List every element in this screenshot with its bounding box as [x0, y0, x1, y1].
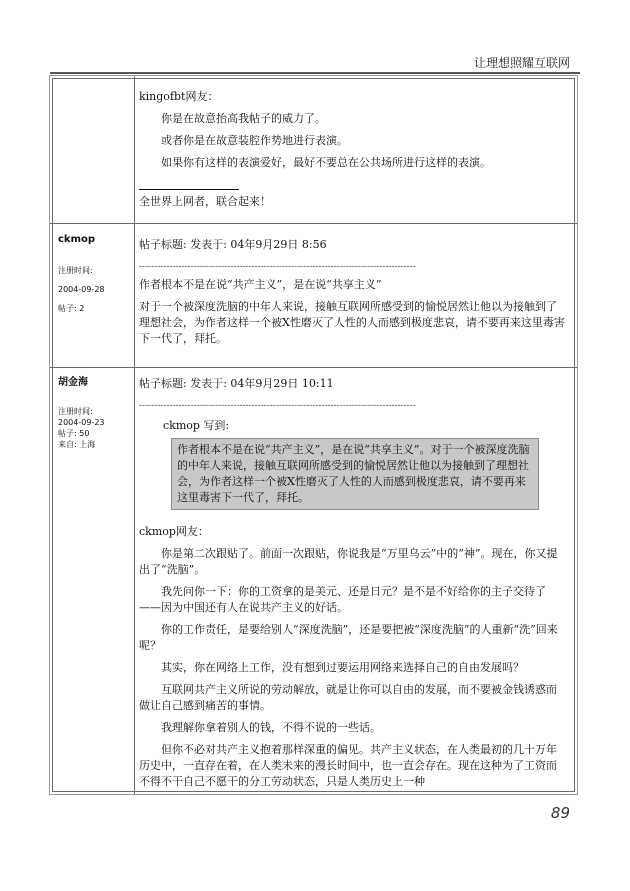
post-2-body: 对于一个被深度洗脑的中年人来说，接触互联网所感受到的愉悦居然让他以为接触到了理想社会，为作者这样一个被X性磨灭了人性的人而感到极度悲哀，请不要再来这里毒害下一代了，拜托。: [139, 300, 565, 345]
row-divider-1: [50, 223, 577, 224]
post-3-paragraph: 你是第二次跟贴了。前面一次跟贴，你说我是“万里乌云”中的“神”。现在，你又提出了“洗脑”。: [139, 547, 558, 576]
post-3-addressee: ckmop网友：: [139, 525, 209, 538]
post-1-line-3: 如果你有这样的表演爱好，最好不要总在公共场所进行这样的表演。: [161, 156, 491, 169]
post-3-content: [139, 376, 566, 790]
row-divider-2: [50, 367, 577, 368]
quote-block: 作者根本不是在说“共产主义”，是在说“共享主义”。对于一个被深度洗脑的中年人来说，接触互联网所感受到的愉悦居然让他以为接触到了理想社会，为作者这样一个被X性磨灭了人性的人而感到极度悲哀，请不要再来这里毒害下一代了，拜托。: [171, 438, 539, 510]
post-2-header: 帖子标题: 发表于: 04年9月29日 8:56: [139, 238, 327, 251]
post-2-reg-date: 2004-09-28: [58, 285, 105, 294]
post-3-username[interactable]: 胡金海: [58, 377, 88, 388]
column-divider: [134, 76, 135, 794]
post-2-author-info: [58, 233, 130, 314]
header-rule: [50, 72, 580, 74]
post-2-content: [139, 237, 566, 347]
post-1-content: [139, 89, 566, 210]
post-3-paragraph: 互联网共产主义所说的劳动解放，就是让你可以自由的发展，而不要被金钱诱惑而做让自己感到痛苦的事情。: [139, 683, 557, 712]
post-3-reg-date: 2004-09-23: [58, 418, 105, 427]
post-1-line-1: 你是在故意抬高我帖子的威力了。: [161, 112, 326, 125]
post-3-paragraph: 但你不必对共产主义抱着那样深重的偏见。共产主义状态，在人类最初的几十万年历史中，一直存在着，在人类未来的漫长时间中，也一直会存在。现在这种为了工资而不得不干自己不愿干的分工劳动状态，只是人类历史上一种: [139, 743, 557, 788]
post-3-post-count: 帖子: 50: [58, 429, 90, 438]
page-header-title: 让理想照耀互联网: [473, 56, 570, 70]
post-1-line-2: 或者你是在故意装腔作势地进行表演。: [161, 134, 348, 147]
signature-separator: [139, 189, 239, 190]
post-2-reg-label: 注册时间:: [58, 266, 93, 275]
post-2-post-count: 帖子: 2: [58, 304, 85, 313]
post-3-author-info: [58, 376, 130, 450]
post-3-divider: -------------------------------------------------------------------------------------------: [139, 401, 416, 411]
post-3-paragraph: 你的工作责任，是要给别人“深度洗脑”，还是要把被“深度洗脑”的人重新“洗”回来呢？: [139, 623, 558, 652]
post-2-username[interactable]: ckmop: [58, 234, 96, 245]
forum-table: [49, 75, 578, 795]
post-3-paragraph: 其实，你在网络上工作，没有想到过要运用网络来选择自己的自由发展吗？: [161, 661, 524, 674]
post-2-divider: -------------------------------------------------------------------------------------------: [139, 262, 416, 272]
post-3-location: 来自: 上海: [58, 440, 96, 449]
post-1-signature: 全世界上网者，联合起来！: [139, 195, 271, 208]
post-3-paragraph: 我理解你拿着别人的钱，不得不说的一些话。: [161, 721, 381, 734]
post-1-addressee: kingofbt网友：: [139, 90, 219, 103]
post-3-paragraph: 我先问你一下：你的工资拿的是美元、还是日元？是不是不好给你的主子交待了——因为中国还有人在说共产主义的好话。: [139, 585, 546, 614]
post-3-reg-label: 注册时间:: [58, 407, 93, 416]
post-2-subtitle: 作者根本不是在说“共产主义”，是在说“共享主义”: [139, 278, 382, 291]
quote-author: ckmop 写到:: [163, 419, 230, 432]
page-number: 89: [550, 804, 570, 822]
post-3-header: 帖子标题: 发表于: 04年9月29日 10:11: [139, 377, 334, 390]
